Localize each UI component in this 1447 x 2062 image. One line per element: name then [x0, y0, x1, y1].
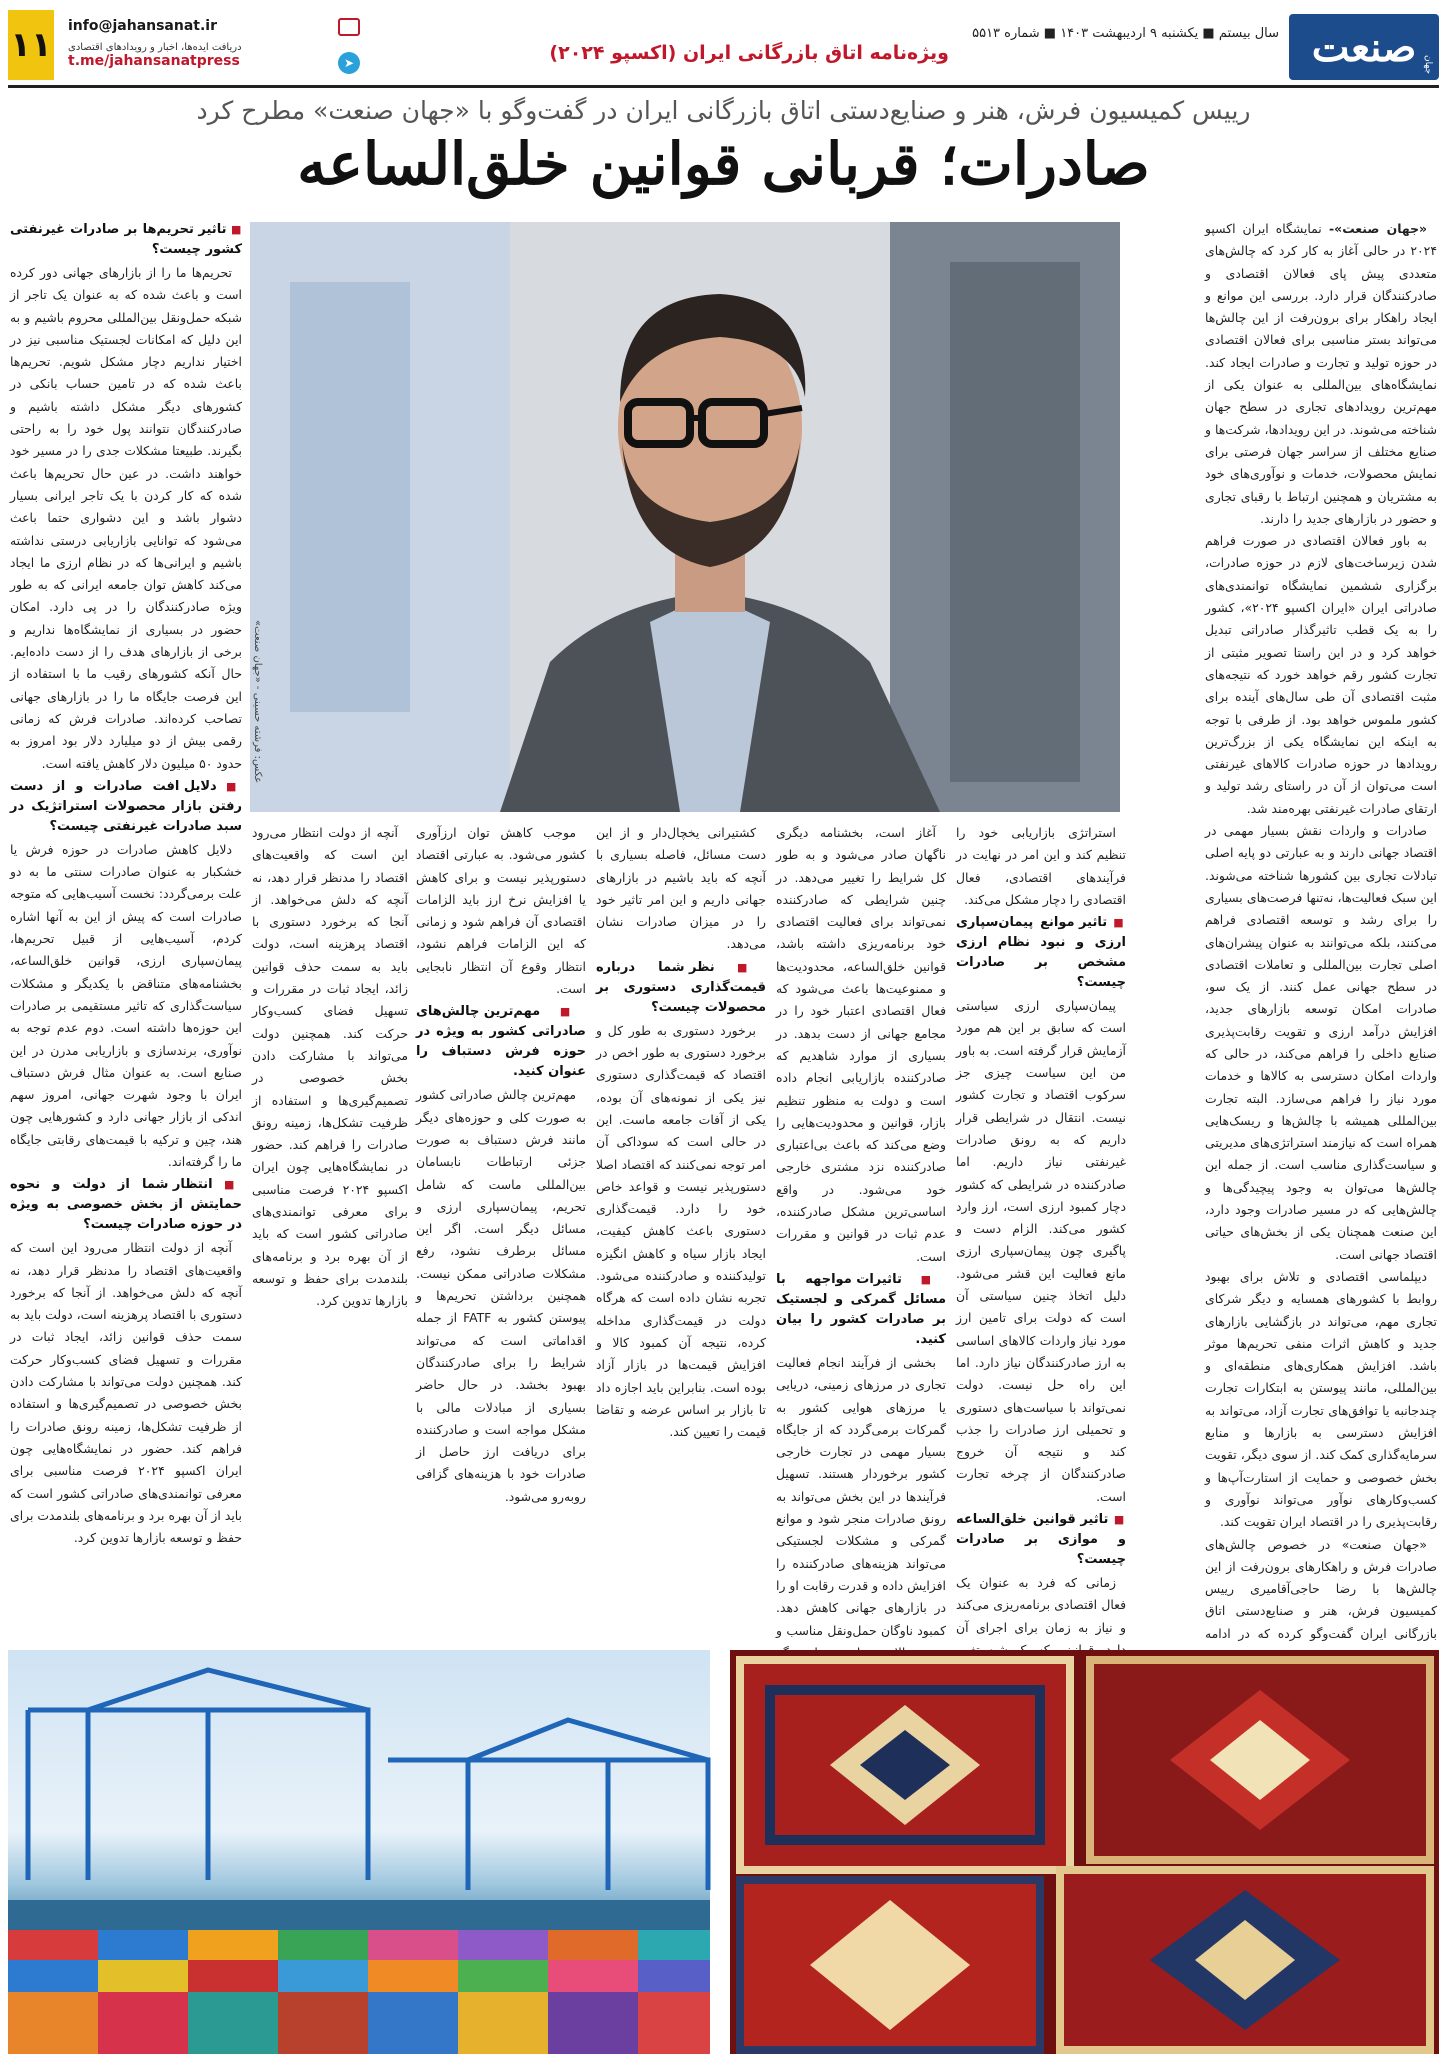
- telegram-icon: ➤: [338, 52, 360, 74]
- question-heading: ■ انتظار شما از دولت و نحوه حمایتش از بخش خصوصی به ویژه در حوزه صادرات چیست؟: [10, 1175, 242, 1235]
- paragraph: استراتژی بازاریابی خود را تنظیم کند و این امر در نهایت در فرآیندهای اقتصادی، فعال اقتصادی را دچار مشکل می‌کند.: [956, 825, 1126, 907]
- question-heading: ■ تاثیر قوانین خلق‌الساعه و موازی بر صادرات چیست؟: [956, 1510, 1126, 1570]
- carpet-photo: [730, 1650, 1439, 2054]
- column-mid-right: [956, 822, 1126, 1638]
- special-edition-title: ویژه‌نامه اتاق بازرگانی ایران (اکسپو ۲۰۲۴): [549, 42, 949, 64]
- page-number: ۱۱: [8, 10, 54, 80]
- column-inner-left: [252, 822, 408, 1638]
- paragraph: آغاز است، بخشنامه دیگری ناگهان صادر می‌شود و به طور کل شرایط را تغییر می‌دهد. در چنین شرایطی که صادرکننده نمی‌تواند برای فعالیت اقتصادی خود برنامه‌ریزی داشته باشد، قوانین خلق‌الساعه، محدودیت‌ها و ممنوعیت‌ها باعث می‌شود که فعال اقتصادی اعتبار خود را در مجامع جهانی از دست بدهد. در بسیاری از موارد شاهدیم که صادرکننده بازاریابی انجام داده است و دولت به منظور تنظیم بازار، قوانین و محدودیت‌هایی را وضع می‌کند که باعث بی‌اعتباری صادرکننده نزد مشتری خارجی خود می‌شود. در واقع اساسی‌ترین مشکل صادرکننده، عدم ثبات در قوانین و مقررات است.: [776, 825, 946, 1264]
- port-photo: [8, 1650, 710, 2054]
- telegram-note: دریافت ایده‌ها، اخبار و رویدادهای اقتصادی: [68, 42, 242, 53]
- paragraph: تحریم‌ها ما را از بازارهای جهانی دور کرده است و باعث شده که به عنوان یک تاجر از شبکه حمل‌ونقل بین‌المللی محروم باشیم و به این دلیل که امکانات لجستیک مناسبی نیز در اختیار نداریم دچار مشکل شویم. تحریم‌ها باعث شده که در تامین حساب بانکی در کشورهای دیگر مشکل داشته باشیم و صادرکنندگان نتوانند پول خود را به راحتی بگیرند. طبیعتا مشکلات جدی را در مسیر خود خواهند داشت. در عین حال تحریم‌ها باعث شده که کار کردن با یک تاجر ایرانی بسیار دشوار باشد و این دشواری حتما باعث می‌شود که توانایی بازاریابی درستی نداشته باشیم و ایرانی‌ها که در نظام ارزی ما ایجاد می‌کند کاهش توان جامعه ایرانی که به طور ویژه صادرکنندگان را در پی دارد. امکان حضور در بسیاری از نمایشگاه‌ها نداریم و برخی از بازارهای هدف را از دست داده‌ایم. حال آنکه کشورهای رقیب ما با استفاده از این فرصت جایگاه ما را در بازارهای جهانی تصاحب کرده‌اند. صادرات فرش که زمانی رقمی بیش از دو میلیارد دلار بود امروز به حدود ۵۰ میلیون دلار کاهش یافته است.: [10, 265, 242, 771]
- paragraph: «جهان صنعت» در خصوص چالش‌های صادرات فرش و راهکارهای برون‌رفت از این چالش‌ها با رضا حاجی‌آقامیری رییس کمیسیون فرش، هنر و صنایع‌دستی اتاق بازرگانی ایران گفت‌وگو کرده که در ادامه: [1205, 1536, 1437, 1641]
- logo-text: صنعت: [1311, 23, 1417, 71]
- column-right: [1205, 218, 1437, 1641]
- newspaper-logo[interactable]: [1289, 14, 1439, 80]
- persian-carpets-illustration: [730, 1650, 1439, 2054]
- paragraph: صادرات و واردات نقش بسیار مهمی در اقتصاد جهانی دارند و به عبارتی دو پایه اصلی تبادلات تجاری بین کشورها شناخته می‌شوند. این سبک فعالیت‌ها، نه‌تنها فرصت‌های بسیاری را برای رشد و توسعه اقتصادی فراهم می‌کنند، بلکه می‌توانند به عنوان پیشران‌های اصلی تجارت بین‌المللی و تعاملات اقتصادی در سطح جهانی عمل کنند. از یک سو، صادرات امکان توسعه بازارهای جدید، افزایش درآمد ارزی و تقویت رقابت‌پذیری صنایع داخلی را فراهم می‌کند، در حالی که واردات امکان دسترسی به کالاها و خدمات مورد نیاز را فراهم می‌سازد. البته تجارت بین‌المللی همیشه با چالش‌ها و ریسک‌هایی همراه است که نیازمند استراتژی‌های مدیریتی و سیاست‌گذاری مناسب است. از جمله این چالش‌ها می‌توان به وجود پیچیدگی‌ها و چالش‌هایی که در مسیر صادرات وجود دارد، این صنعت همچنان یکی از بخش‌های حیاتی اقتصاد جهانی است.: [1205, 823, 1437, 1262]
- column-mid-left: [596, 822, 766, 1638]
- question-heading: ■ تاثیر تحریم‌ها بر صادرات غیرنفتی کشور چیست؟: [10, 220, 242, 260]
- logo-subtext: جهان: [1423, 54, 1433, 74]
- telegram-link[interactable]: t.me/jahansanatpress: [68, 53, 240, 69]
- paragraph: دلایل کاهش صادرات در حوزه فرش یا خشکبار به عنوان صادرات سنتی ما به دو علت برمی‌گردد: نخست آسیب‌هایی که متوجه صادرات است که پیش از این به آنها اشاره کردم، آسیب‌هایی از قبیل تحریم‌ها، پیمان‌سپاری ارزی، قوانین خلق‌الساعه، بخشنامه‌های متناقض با یکدیگر و مشکلات سیاست‌گذاری که تاثیر مستقیمی بر صادرات این حوزه‌ها داشته است. دوم عدم توجه به نوآوری، برندسازی و بازاریابی مدرن در این صنایع است. به عنوان مثال فرش دستباف ایران با وجود شهرت جهانی، امروز سهم اندکی از بازار جهانی دارد و کشورهایی چون هند، چین و ترکیه با قیمت‌های رقابتی جایگاه ما را گرفته‌اند.: [10, 841, 242, 1169]
- question-heading: ■ مهم‌ترین چالش‌های صادراتی کشور به ویژه در حوزه فرش دستباف را عنوان کنید.: [416, 1002, 586, 1082]
- question-heading: ■ نظر شما درباره قیمت‌گذاری دستوری بر محصولات چیست؟: [596, 958, 766, 1018]
- paragraph: به باور فعالان اقتصادی در صورت فراهم شدن زیرساخت‌های لازم در حوزه صادرات، برگزاری ششمین نمایشگاه توانمندی‌های صادراتی ایران «ایران اکسپو ۲۰۲۴»، کشور را به یک قطب تاثیرگذار صادراتی تبدیل خواهد کرد و در این راستا تصویر مثبتی از تجارت کشور رقم خواهد خورد که نتیجه‌های مثبت اقتصادی آن طی سال‌های آینده برای کشور ملموس خواهد بود. از طرفی با توجه به اینکه این نمایشگاه یکی از بزرگ‌ترین رویدادها در حوزه صادرات کالاهای غیرنفتی است می‌توان از آن در راستای رشد تولید و ارتقای صادرات غیرنفتی بهره‌مند شد.: [1205, 533, 1437, 816]
- mail-icon: [338, 18, 360, 36]
- lead-tag: «جهان صنعت»-: [1321, 221, 1428, 236]
- paragraph: موجب کاهش توان ارزآوری کشور می‌شود. به عبارتی اقتصاد دستورپذیر نیست و برای کاهش یا افزایش نرخ ارز باید الزامات اقتصادی آن فراهم شود و زمانی که این الزامات فراهم نشود، انتظار وقوع آن انتظار نابجایی است.: [416, 825, 586, 997]
- portrait-illustration: [250, 222, 1120, 812]
- container-port-illustration: [8, 1650, 710, 2054]
- interviewee-photo: [250, 222, 1120, 812]
- column-mid: [776, 822, 946, 1638]
- column-left-mid: [416, 822, 586, 1638]
- paragraph: پیمان‌سپاری ارزی سیاستی است که سابق بر این هم مورد آزمایش قرار گرفته است. به باور من این سیاست چیزی جز سرکوب اقتصاد و تجارت کشور نیست. انتقال در شرایطی قرار داریم که به رونق صادرات غیرنفتی نیاز داریم. اما صادرکننده در شرایطی که کشور دچار کمبود ارزی است، ارز وارد کشور می‌کند. الزام دست و پاگیری چون پیمان‌سپاری ارزی مانع فعالیت این قشر می‌شود. دلیل اتخاذ چنین سیاستی آن است که دولت برای تامین ارز مورد نیاز واردات کالاهای اساسی به ارز صادرکنندگان نیاز دارد. اما این راه حل نیست. دولت نمی‌تواند با سیاست‌های دستوری و تحمیلی ارز صادرات را جذب کند و نتیجه آن خروج صادرکنندگان از چرخه تجارت است.: [956, 998, 1126, 1504]
- paragraph: آنچه از دولت انتظار می‌رود این است که واقعیت‌های اقتصاد را مدنظر قرار دهد، نه آنچه که دلش می‌خواهد. از آنجا که برخورد دستوری با اقتصاد پرهزینه است، دولت باید به سمت حذف قوانین زائد، ایجاد ثبات در مقررات و تسهیل فضای کسب‌وکار حرکت کند. همچنین دولت می‌تواند با مشارکت دادن بخش خصوصی در تصمیم‌گیری‌ها و استفاده از ظرفیت تشکل‌ها، زمینه رونق صادرات را فراهم کند. حضور در نمایشگاه‌هایی چون ایران اکسپو ۲۰۲۴ فرصت مناسبی برای معرفی توانمندی‌های صادراتی کشور است که باید از آن بهره برد و برنامه‌های بلندمدت برای حفظ و توسعه بازارها تدوین کرد.: [252, 825, 408, 1309]
- paragraph: کشتیرانی یخچال‌دار و از این دست مسائل، فاصله بسیاری با آنچه که باید باشیم در بازارهای جهانی داریم و این امر تاثیر خود را در میزان صادرات نشان می‌دهد.: [596, 825, 766, 952]
- column-left: [10, 218, 242, 1638]
- masthead: [8, 8, 1439, 88]
- article-headline: صادرات؛ قربانی قوانین خلق‌الساعه: [297, 130, 1150, 198]
- paragraph: آنچه از دولت انتظار می‌رود این است که واقعیت‌های اقتصاد را مدنظر قرار دهد، نه آنچه که دلش می‌خواهد. از آنجا که برخورد دستوری با اقتصاد پرهزینه است، دولت باید به سمت حذف قوانین زائد، ایجاد ثبات در مقررات و تسهیل فضای کسب‌وکار حرکت کند. همچنین دولت می‌تواند با مشارکت دادن بخش خصوصی در تصمیم‌گیری‌ها و استفاده از ظرفیت تشکل‌ها، زمینه رونق صادرات را فراهم کند. حضور در نمایشگاه‌هایی چون ایران اکسپو ۲۰۲۴ فرصت مناسبی برای معرفی توانمندی‌های صادراتی کشور است که باید از آن بهره برد و برنامه‌های بلندمدت برای حفظ و توسعه بازارها تدوین کرد.: [10, 1240, 242, 1546]
- photo-credit: عکس: فرشته حسینی - «جهان صنعت»: [252, 620, 263, 784]
- contact-info: [68, 18, 338, 69]
- issue-info: سال بیستم ■ یکشنبه ۹ اردیبهشت ۱۴۰۳ ■ شماره ۵۵۱۳: [972, 26, 1279, 41]
- paragraph: برخورد دستوری به طور کل و برخورد دستوری به طور اخص در اقتصاد که قیمت‌گذاری دستوری نیز یکی از نمونه‌های آن بوده، یکی از آفات جامعه ماست. این در حالی است که سوداکی آن امر توجه نمی‌کنند که اقتصاد اصلا دستورپذیر نیست و قواعد خاص خود را دارد. قیمت‌گذاری دستوری باعث کاهش کیفیت، ایجاد بازار سیاه و کاهش انگیزه تولیدکننده و صادرکننده می‌شود. تجربه نشان داده است که هرگاه دولت در قیمت‌گذاری مداخله کرده، نتیجه آن کمبود کالا و افزایش قیمت‌ها در بازار آزاد بوده است. بنابراین باید اجازه داد تا بازار بر اساس عرضه و تقاضا قیمت را تعیین کند.: [596, 1022, 766, 1440]
- paragraph: بخشی از فرآیند انجام فعالیت تجاری در مرزهای زمینی، دریایی یا مرزهای هوایی کشور به گمرکات برمی‌گردد که از جایگاه بسیار مهمی در تجارت خارجی کشور برخوردار هستند. تسهیل فرآیندها در این بخش می‌تواند به رونق صادرات منجر شود و موانع گمرکی و مشکلات لجستیکی می‌تواند هزینه‌های صادرکننده را افزایش داده و قدرت رقابت او را در بازارهای جهانی کاهش دهد. کمبود ناوگان حمل‌ونقل مناسب و: [776, 1354, 946, 1638]
- paragraph: زمانی که فرد به عنوان یک فعال اقتصادی برنامه‌ریزی می‌کند و نیاز به زمان برای اجرای آن: [956, 1575, 1126, 1635]
- question-heading: ■ تاثیر موانع پیمان‌سپاری ارزی و نبود نظام ارزی مشخص بر صادرات چیست؟: [956, 913, 1126, 993]
- question-heading: ■ تاثیرات مواجهه با مسائل گمرکی و لجستیک بر صادرات کشور را بیان کنید.: [776, 1270, 946, 1350]
- paragraph: دیپلماسی اقتصادی و تلاش برای بهبود روابط با کشورهای همسایه و دیگر شرکای تجاری مهم، می‌تواند در بازگشایی بازارهای جدید و کاهش اثرات منفی تحریم‌ها موثر باشد. افزایش همکاری‌های منطقه‌ای و بین‌المللی، مانند پیوستن به ابتکارات تجارت چندجانبه یا توافق‌های تجارت آزاد، می‌تواند به افزایش دسترسی به بازارها و منابع سرمایه‌گذاری کمک کند. از سوی دیگر، تقویت بخش خصوصی و حمایت از استارت‌آپ‌ها و کسب‌وکارهای نوآور می‌تواند نوآوری و رقابت‌پذیری را در اقتصاد ایران تقویت کند.: [1205, 1268, 1437, 1530]
- article-kicker: رییس کمیسیون فرش، هنر و صنایع‌دستی اتاق بازرگانی ایران در گفت‌وگو با «جهان صنعت» مطرح کرد: [196, 96, 1251, 125]
- paragraph: مهم‌ترین چالش صادراتی کشور به صورت کلی و حوزه‌های دیگر مانند فرش دستباف به صورت جزئی ارتباطات نابسامان بین‌المللی ماست که شامل تحریم، پیمان‌سپاری ارزی و مسائل دیگر است. اگر این مسائل برطرف نشود، رفع مشکلات صادراتی ممکن نیست. همچنین برداشتن تحریم‌ها و پیوستن کشور به FATF از جمله اقداماتی است که می‌تواند شرایط را برای صادرکنندگان بهبود بخشد. در حال حاضر بسیاری از مبادلات مالی با مشکل مواجه است و صادرکننده برای دریافت ارز حاصل از صادرات خود با هزینه‌های گزافی روبه‌رو می‌شود.: [416, 1087, 587, 1504]
- question-heading: ■ دلایل افت صادرات و از دست رفتن بازار محصولات استراتژیک در سبد صادرات غیرنفتی چیست؟: [10, 777, 242, 837]
- lead-paragraph: «جهان صنعت»- نمایشگاه ایران اکسپو ۲۰۲۴ در حالی آغاز به کار کرد که چالش‌های متعددی پیش پای فعالان اقتصادی و صادرکنندگان قرار دارد. بررسی این موانع و ایجاد راهکار برای برون‌رفت از این چالش‌ها می‌تواند بستر مناسبی برای فعالان اقتصادی در حوزه تولید و تجارت و صادرات ایجاد کند. نمایشگاه‌های بین‌المللی به عنوان یکی از مهم‌ترین رویدادهای تجاری در سطح جهان شناخته می‌شوند. در این رویدادها، شرکت‌ها و صنایع مختلف از سراسر جهان فرصتی برای نمایش محصولات، خدمات و نوآوری‌های خود به مشتریان و همچنین ارتباط با رقبای تجاری و حضور در بازارهای جدید را دارند.: [1205, 221, 1437, 526]
- email-link[interactable]: info@jahansanat.ir: [68, 18, 218, 34]
